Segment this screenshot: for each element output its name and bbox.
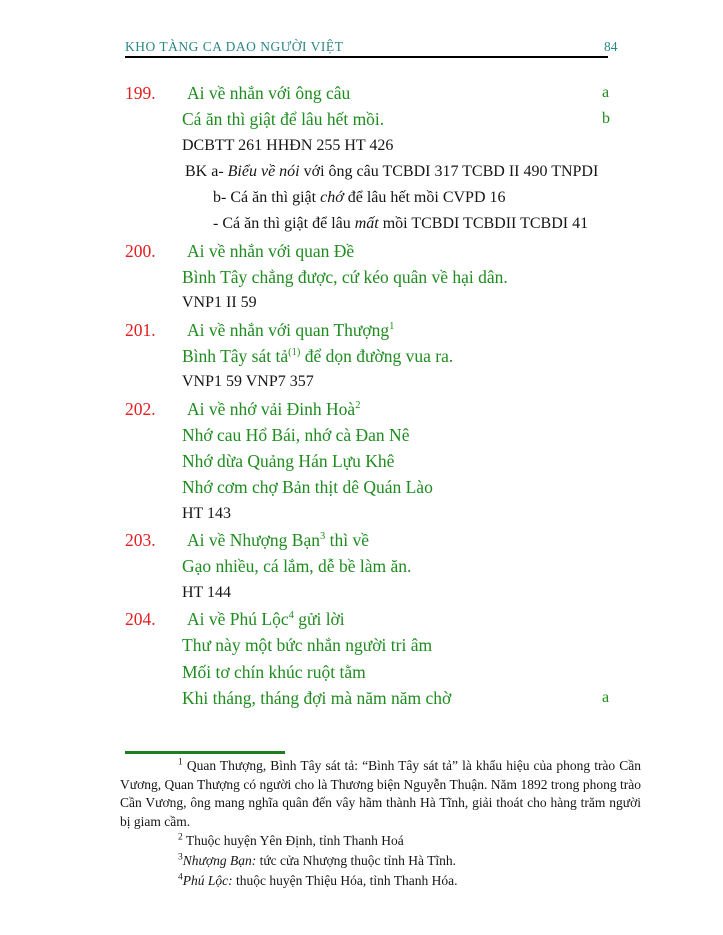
verse-text: Nhớ dừa Quảng Hán Lựu Khê xyxy=(182,451,395,472)
footnote-ref: 4 xyxy=(288,610,294,622)
variant-marker: b xyxy=(602,110,610,128)
entry-202 xyxy=(125,396,655,527)
footnote-number: 2 xyxy=(178,832,183,843)
page-number: 84 xyxy=(604,39,618,54)
verse-text: Khi tháng, tháng đợi mà năm năm chờ xyxy=(182,687,452,708)
entry-number: 202. xyxy=(125,398,156,419)
entry-203 xyxy=(125,527,655,606)
footnote-ref: 3 xyxy=(319,531,326,543)
variant-line: BK a- Biểu về nói với ông câu TCBDI 317 TCBD II 490 TNPDI xyxy=(185,162,599,180)
footnote-separator xyxy=(125,751,285,754)
entry-number: 201. xyxy=(125,319,156,340)
footnote-2: $^2$ Thuộc huyện Yên Định, tỉnh Thanh Hoá xyxy=(178,832,404,849)
verse-line xyxy=(125,553,655,579)
variant-line: b- Cá ăn thì giật chớ để lâu hết mồi CVPD 16 xyxy=(213,189,506,207)
entry-204 xyxy=(125,606,655,711)
entry-199 xyxy=(125,80,655,238)
source-refs: DCBTT 261 HHĐN 255 HT 426 xyxy=(182,136,394,154)
footnote-3: $^3$Nhượng Bạn: tức cửa Nhượng thuộc tỉnh Hà Tĩnh. xyxy=(178,852,457,868)
entry-number: 204. xyxy=(125,608,156,629)
source-refs: HT 144 xyxy=(182,583,232,601)
header-rule xyxy=(125,56,608,58)
verse-line xyxy=(125,474,655,500)
verse-text: Nhớ cơm chợ Bản thịt dê Quán Lào xyxy=(182,477,433,498)
footnote-ref: (1) xyxy=(288,347,301,359)
verse-line xyxy=(125,448,655,474)
footnote-number: 4 xyxy=(178,872,183,883)
verse-text: Bình Tây chẳng được, cứ kéo quân về hại dân. xyxy=(182,267,508,288)
verse-text: Ai về nhớ vải Đinh Hoà xyxy=(187,398,356,419)
source-refs: VNP1 II 59 xyxy=(182,294,257,312)
verse-line xyxy=(125,632,655,658)
verse-text: Ai về Phú Lộc xyxy=(187,608,289,629)
footnote-number: 3 xyxy=(178,852,183,863)
variant-line: - Cá ăn thì giật để lâu mất mồi TCBDI TCBDII TCBDI 41 xyxy=(213,215,589,233)
variant-marker: a xyxy=(602,688,610,706)
entries-block xyxy=(125,80,655,711)
verse-line: 203. Ai về Nhượng Bạn$^3$ thì về xyxy=(125,527,655,553)
footnotes-block xyxy=(120,757,641,891)
verse-text: Nhớ cau Hổ Bái, nhớ cà Đan Nê xyxy=(182,424,410,445)
verse-line xyxy=(125,659,655,685)
entry-201 xyxy=(125,317,655,396)
verse-text: Ai về Nhượng Bạn xyxy=(187,530,320,551)
verse-line xyxy=(125,317,655,343)
verse-line: Bình Tây sát tả$^{(1)}$ để dọn đường vua ra. xyxy=(182,345,454,366)
verse-line: 204. Ai về Phú Lộc$^4$ gửi lời xyxy=(125,606,655,632)
entry-number: 200. xyxy=(125,240,156,261)
verse-text: Cá ăn thì giật để lâu hết mồi. xyxy=(182,109,385,130)
verse-line xyxy=(125,264,655,290)
footnote-number: 1 xyxy=(178,757,183,768)
verse-text: Ai về nhắn với ông câu xyxy=(187,83,351,103)
entry-number: 203. xyxy=(125,530,156,551)
verse-line xyxy=(125,238,655,264)
verse-text: Ai về nhắn với quan Đề xyxy=(187,240,355,261)
footnote-ref: 1 xyxy=(389,320,395,332)
source-refs: VNP1 59 VNP7 357 xyxy=(182,373,314,391)
verse-text: Mối tơ chín khúc ruột tằm xyxy=(182,661,366,682)
entry-number: 199. xyxy=(125,83,156,103)
verse-text: Bình Tây sát tả xyxy=(182,345,289,366)
entry-200 xyxy=(125,238,655,317)
page-header-title: KHO TÀNG CA DAO NGƯỜI VIỆT xyxy=(125,39,344,54)
verse-text: Ai về nhắn với quan Thượng xyxy=(187,319,390,340)
source-refs: HT 143 xyxy=(182,504,232,522)
variant-marker: a xyxy=(602,84,610,101)
verse-line xyxy=(125,685,655,711)
verse-line xyxy=(125,396,655,422)
verse-line xyxy=(125,422,655,448)
verse-text: Gạo nhiều, cá lắm, dễ bề làm ăn. xyxy=(182,556,412,577)
verse-line xyxy=(125,106,655,132)
footnote-ref: 2 xyxy=(355,399,361,411)
verse-text: Thư này một bức nhắn người tri âm xyxy=(182,635,433,656)
verse-line xyxy=(125,80,655,106)
footnote-4: $^4$Phú Lộc: thuộc huyện Thiệu Hóa, tỉnh Thanh Hóa. xyxy=(178,872,458,888)
footnote-1: $^1$ Quan Thượng, Bình Tây sát tả: “Bình Tây sát tả” là khẩu hiệu của phong trào Cần Vương, Quan Thượng có người cho là Thương biện Nguyễn Thuận. Năm 1892 trong phong trào Cần Vương, ông mang nghĩa quân đến vây hãm thành Hà Tĩnh, giải thoát cho hàng trăm người bị giam cầm. xyxy=(120,757,641,829)
